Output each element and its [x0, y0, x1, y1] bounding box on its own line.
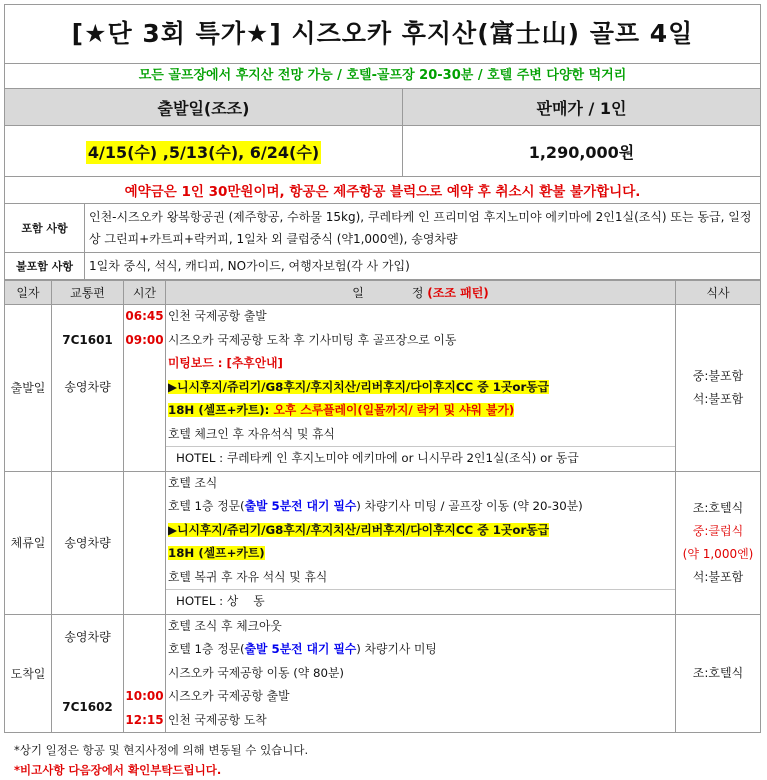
schedule-line: 인천 국제공항 도착: [168, 712, 267, 727]
meal-cell: [676, 471, 761, 614]
day-label: 도착일: [5, 614, 52, 733]
schedule-cell: [166, 471, 676, 614]
golf-course-options: ▶니시후지/쥬리기/G8후지/후지치산/리버후지/다이후지CC 중 1곳or동급: [168, 379, 550, 394]
golf-course-options: ▶니시후지/쥬리기/G8후지/후지치산/리버후지/다이후지CC 중 1곳or동급: [168, 522, 550, 537]
meal-lunch: 중:불포함: [692, 368, 744, 383]
flight-number: 7C1601: [62, 332, 113, 347]
schedule-line: 호텔 조식: [168, 475, 218, 490]
transport-cell: [52, 614, 124, 733]
meeting-board: 미팅보드 : [추후안내]: [168, 356, 283, 370]
day-label: 체류일: [5, 471, 52, 614]
schedule-line: 호텔 복귀 후 자유 석식 및 휴식: [168, 569, 328, 584]
schedule-line: 호텔 1층 정문(출발 5분전 대기 필수) 차량기사 미팅 / 골프장 이동 (약 20-30분): [168, 499, 583, 513]
price-header: 판매가 / 1인: [403, 89, 761, 126]
day-row-stay: [5, 471, 761, 614]
hotel-info: HOTEL : 쿠레타케 인 후지노미야 에키마에 or 니시무라 2인1실(조식) or 동급: [166, 446, 675, 471]
schedule-line: 인천 국제공항 출발: [168, 309, 267, 323]
included-text: 인천-시즈오카 왕복항공권 (제주항공, 수하물 15kg), 쿠레타케 인 프리미엄 후지노미야 에키마에 2인1실(조식) 또는 동급, 일정상 그린피+카트피+락커피, 1일차 외 클럽중식 (약1,000엔), 송영차량: [85, 204, 761, 253]
col-transport: 교통편: [52, 281, 124, 305]
col-day: 일자: [5, 281, 52, 305]
time-arrive: 12:15: [125, 712, 164, 727]
col-schedule: [166, 281, 676, 305]
vehicle: 송영차량: [64, 629, 111, 644]
time-cell: [124, 305, 166, 472]
col-schedule-a: 일: [352, 286, 364, 300]
schedule-cell: [166, 305, 676, 472]
departure-dates-cell: [5, 126, 403, 177]
excluded-text: 1일차 중식, 석식, 캐디피, NO가이드, 여행자보험(각 사 가입): [85, 253, 761, 280]
time-depart: 06:45: [125, 309, 164, 323]
vehicle: 송영차량: [64, 379, 111, 394]
footer-note-remarks: *비고사항 다음장에서 확인부탁드립니다.: [14, 763, 222, 777]
transport-cell: [52, 305, 124, 472]
schedule-pattern-note: (조조 패턴): [427, 286, 489, 300]
round-info: 18H (셀프+카트): 오후 스루플레이(일몰까지/ 락커 및 샤워 불가): [168, 403, 515, 417]
meal-dinner: 석:불포함: [692, 569, 744, 584]
schedule-cell: [166, 614, 676, 733]
subtitle: 모든 골프장에서 후지산 전망 가능 / 호텔-골프장 20-30분 / 호텔 주변 다양한 먹거리: [5, 64, 761, 89]
schedule-line: 호텔 조식 후 체크아웃: [168, 618, 282, 633]
price-value: 1,290,000원: [403, 126, 761, 177]
excluded-label: 불포함 사항: [5, 253, 85, 280]
schedule-line: 시즈오카 국제공항 출발: [168, 689, 290, 703]
col-time: 시간: [124, 281, 166, 305]
meal-lunch-price: (약 1,000엔): [682, 546, 754, 561]
itinerary-sheet: [4, 4, 760, 733]
flight-number: 7C1602: [62, 700, 113, 714]
day-label: 출발일: [5, 305, 52, 472]
schedule-line: 호텔 체크인 후 자유석식 및 휴식: [168, 426, 335, 441]
time-cell: [124, 614, 166, 733]
departure-dates: 4/15(수) ,5/13(수), 6/24(수): [87, 142, 320, 162]
schedule-table: [4, 280, 761, 733]
page-title: [★단 3회 특가★] 시즈오카 후지산(富士山) 골프 4일: [5, 5, 761, 64]
schedule-line: 시즈오카 국제공항 이동 (약 80분): [168, 665, 344, 680]
meal-dinner: 석:불포함: [692, 391, 744, 406]
col-meal: 식사: [676, 281, 761, 305]
footer-notes: [14, 740, 308, 780]
summary-table: [4, 4, 761, 280]
meal-breakfast: 조:호텔식: [692, 665, 744, 680]
deposit-notice: 예약금은 1인 30만원이며, 항공은 제주항공 블럭으로 예약 후 취소시 환불 불가합니다.: [5, 177, 761, 204]
day-row-departure: [5, 305, 761, 472]
departure-header: 출발일(조조): [5, 89, 403, 126]
meal-cell: [676, 305, 761, 472]
vehicle: 송영차량: [52, 471, 124, 614]
footer-note-change: *상기 일정은 항공 및 현지사정에 의해 변동될 수 있습니다.: [14, 743, 309, 757]
schedule-line: 호텔 1층 정문(출발 5분전 대기 필수) 차량기사 미팅: [168, 642, 437, 656]
time-cell: [124, 471, 166, 614]
day-row-arrival: [5, 614, 761, 733]
time-depart: 10:00: [125, 689, 164, 703]
col-schedule-b: 정: [411, 286, 424, 300]
meal-breakfast: 조:호텔식: [692, 500, 744, 515]
meal-cell: [676, 614, 761, 733]
schedule-line: 시즈오카 국제공항 도착 후 기사미팅 후 골프장으로 이동: [168, 332, 457, 347]
hotel-info: HOTEL : 상 동: [166, 589, 675, 614]
meal-lunch: 중:클럽식: [692, 523, 744, 538]
round-info: 18H (셀프+카트): [168, 546, 265, 560]
included-label: 포함 사항: [5, 204, 85, 253]
time-arrive: 09:00: [125, 332, 164, 347]
